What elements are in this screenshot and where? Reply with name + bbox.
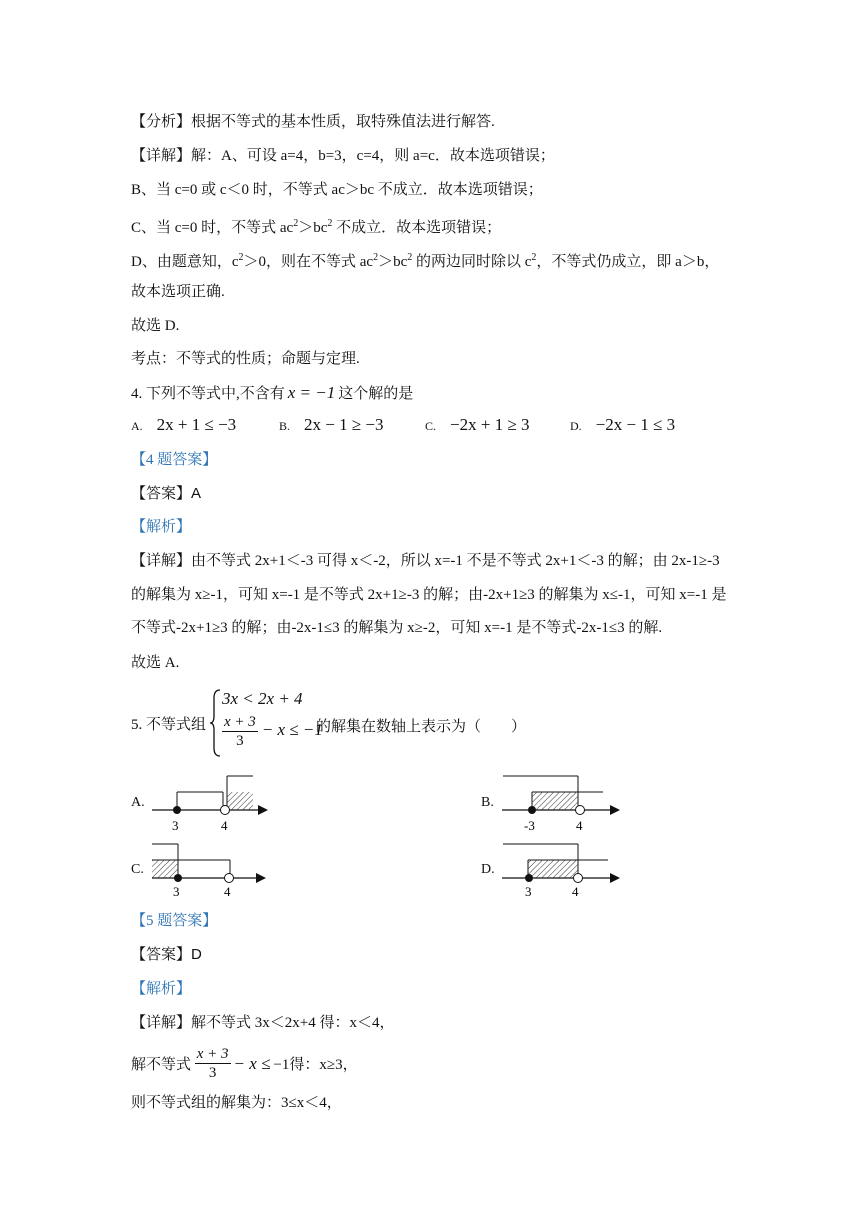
frac-den: 3: [236, 733, 244, 749]
sup: 2: [327, 218, 333, 229]
option-label: D.: [570, 419, 582, 433]
q5-l2-pre: 解不等式: [131, 1057, 192, 1073]
q4-detail-text-1: 由不等式 2x+1＜-3 可得 x＜-2，所以 x=-1 不是不等式 2x+1＜-3 的解；由 2x-1≥-3: [191, 553, 720, 569]
detail-d-2: ＞0，则在不等式 ac: [243, 254, 374, 270]
tick-label: 4: [224, 884, 231, 899]
analysis-text: 根据不等式的基本性质，取特殊值法进行解答.: [191, 114, 495, 130]
sup: 2: [407, 252, 413, 263]
number-line-a: [150, 772, 270, 832]
fraction: [222, 713, 258, 750]
detail-c-post: 不成立．故本选项错误；: [332, 220, 502, 236]
tick-label: 3: [173, 884, 180, 899]
q5-l2-mid: − x ≤: [233, 1053, 271, 1073]
q4-stem: [131, 383, 413, 404]
sup: 2: [373, 252, 379, 263]
detail-text-a: 解：A、可设 a=4，b=3，c=4，则 a=c．故本选项错误；: [191, 148, 555, 164]
q4-stem-post: 这个解的是: [338, 386, 414, 402]
choose-d: 故选 D.: [131, 318, 180, 334]
detail-c-pre: C、当 c=0 时，不等式 ac: [131, 220, 294, 236]
analysis-line: [131, 112, 495, 132]
frac-den: 3: [208, 1065, 217, 1081]
q5-answer-header: 【5 题答案】: [131, 913, 218, 929]
detail-d-4: 的两边同时除以 c: [412, 254, 532, 270]
number-line-d: [500, 840, 625, 900]
sup: 2: [238, 252, 244, 263]
detail-line-c: [131, 214, 501, 238]
q5-answer: [131, 945, 202, 965]
q5-stem-post: 的解集在数轴上表示为（ ）: [316, 719, 527, 735]
kaodian: 考点：不等式的性质；命题与定理.: [131, 351, 360, 367]
q5-detail-text-1: 解不等式 3x＜2x+4 得：x＜4，: [191, 1015, 395, 1031]
q5-option-d-label: D.: [481, 862, 495, 877]
q5-sys-line2-post: − x ≤ −1: [261, 719, 323, 739]
frac-num: x + 3: [224, 714, 256, 730]
q4-option-c: [425, 415, 530, 435]
tick-label: 3: [525, 884, 532, 899]
q4-answer-text: 【答案】A: [131, 485, 202, 502]
q4-detail-l1: [131, 551, 720, 571]
analysis-tag: 【分析】: [131, 114, 192, 130]
detail-line-b: B、当 c=0 或 c＜0 时，不等式 ac＞bc 不成立．故本选项错误；: [131, 182, 543, 198]
q4-stem-math: x = −1: [287, 383, 336, 402]
detail-c-mid: ＞bc: [298, 220, 328, 236]
q4-answer: [131, 484, 201, 504]
detail-tag: 【详解】: [131, 1015, 192, 1031]
q5-detail-l3: 则不等式组的解集为：3≤x＜4，: [131, 1095, 342, 1111]
tick-label: -3: [524, 818, 535, 832]
option-math: 2x + 1 ≤ −3: [156, 415, 237, 434]
q4-answer-header: 【4 题答案】: [131, 452, 218, 468]
number-line-c: [150, 840, 270, 900]
detail-tag: 【详解】: [131, 148, 192, 164]
q5-option-c-label: C.: [131, 862, 144, 877]
option-label: C.: [425, 419, 437, 433]
q4-detail-l3: 不等式-2x+1≥3 的解；由-2x-1≤3 的解集为 x≥-2，可知 x=-1 是不等式-2x-1≤3 的解.: [131, 620, 663, 636]
fraction: [195, 1045, 231, 1082]
option-math: −2x + 1 ≥ 3: [450, 415, 530, 434]
tick-label: 4: [221, 818, 228, 832]
sup: 2: [293, 218, 299, 229]
detail-d-5: ，不等式仍成立，即 a＞b，: [536, 254, 720, 270]
tick-label: 3: [172, 818, 179, 832]
option-math: 2x − 1 ≥ −3: [304, 415, 384, 434]
detail-line-a: [131, 146, 555, 166]
tick-label: 4: [576, 818, 583, 832]
tick-label: 4: [572, 884, 579, 899]
q4-option-b: [279, 415, 384, 435]
frac-num: x + 3: [196, 1046, 229, 1062]
q5-option-a-label: A.: [131, 795, 145, 810]
number-line-b: [500, 772, 625, 832]
detail-d-1: D、由题意知，c: [131, 254, 239, 270]
q5-detail-l1: [131, 1013, 394, 1033]
q5-option-b-label: B.: [481, 795, 494, 810]
q5-answer-text: 【答案】D: [131, 946, 202, 963]
option-label: A.: [131, 419, 143, 433]
detail-tag: 【详解】: [131, 553, 192, 569]
q5-stem-pre: 5. 不等式组: [131, 717, 207, 733]
q5-jiexi: 【解析】: [131, 981, 192, 997]
detail-line-d2: 故本选项正确.: [131, 284, 225, 300]
q4-choose: 故选 A.: [131, 655, 180, 671]
option-label: B.: [279, 419, 291, 433]
detail-d-3: ＞bc: [378, 254, 408, 270]
q4-option-d: [570, 415, 675, 435]
q4-option-a: [131, 415, 236, 435]
q5-sys-line2: [222, 713, 323, 750]
q4-jiexi: 【解析】: [131, 519, 192, 535]
q4-detail-l2: 的解集为 x≥-1，可知 x=-1 是不等式 2x+1≥-3 的解；由-2x+1≥3 的解集为 x≤-1，可知 x=-1 是: [131, 587, 727, 603]
detail-line-d: [131, 248, 719, 272]
q5-l2-post: −1得：x≥3，: [273, 1057, 358, 1073]
sup: 2: [531, 252, 537, 263]
q4-stem-pre: 4. 下列不等式中,不含有: [131, 386, 285, 402]
q5-detail-l2: [131, 1045, 358, 1082]
option-math: −2x − 1 ≤ 3: [595, 415, 676, 434]
q5-sys-line1: 3x < 2x + 4: [222, 689, 303, 708]
